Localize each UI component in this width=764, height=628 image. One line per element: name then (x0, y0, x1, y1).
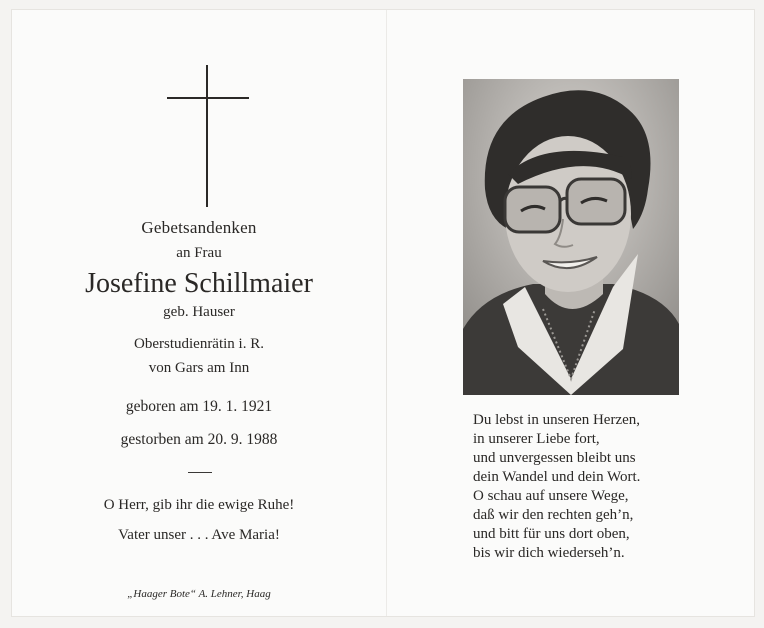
card-heading: Gebetsandenken (141, 218, 257, 237)
printer-credit: „Haager Bote“ A. Lehner, Haag (127, 588, 271, 600)
verse-line: bis wir dich wiederseh’n. (473, 545, 625, 561)
prayer-line-2: Vater unser . . . Ave Maria! (118, 527, 280, 543)
cross-horizontal-bar (167, 97, 249, 99)
verse-line: daß wir den rechten geh’n, (473, 507, 634, 523)
verse-line: O schau auf unsere Wege, (473, 488, 629, 504)
birth-date: geboren am 19. 1. 1921 (125, 398, 273, 415)
hometown: von Gars am Inn (148, 360, 250, 376)
verse-line: in unserer Liebe fort, (473, 431, 600, 447)
card-fold (386, 10, 387, 616)
salutation: an Frau (176, 245, 222, 261)
left-panel (12, 10, 386, 616)
portrait-illustration (463, 79, 679, 395)
profession-title: Oberstudienrätin i. R. (134, 336, 264, 352)
cross-icon (167, 65, 249, 207)
verse-line: dein Wandel und dein Wort. (473, 469, 641, 485)
memorial-verse (473, 411, 640, 563)
divider (188, 472, 212, 473)
cross-vertical-bar (206, 65, 208, 207)
deceased-name: Josefine Schillmaier (85, 268, 313, 299)
portrait-photo (463, 79, 679, 395)
verse-line: und bitt für uns dort oben, (473, 526, 630, 542)
death-date: gestorben am 20. 9. 1988 (120, 431, 278, 448)
prayer-line-1: O Herr, gib ihr die ewige Ruhe! (103, 497, 295, 513)
verse-line: Du lebst in unseren Herzen, (473, 412, 641, 428)
maiden-name: geb. Hauser (163, 304, 235, 320)
verse-line: und unvergessen bleibt uns (473, 450, 636, 466)
